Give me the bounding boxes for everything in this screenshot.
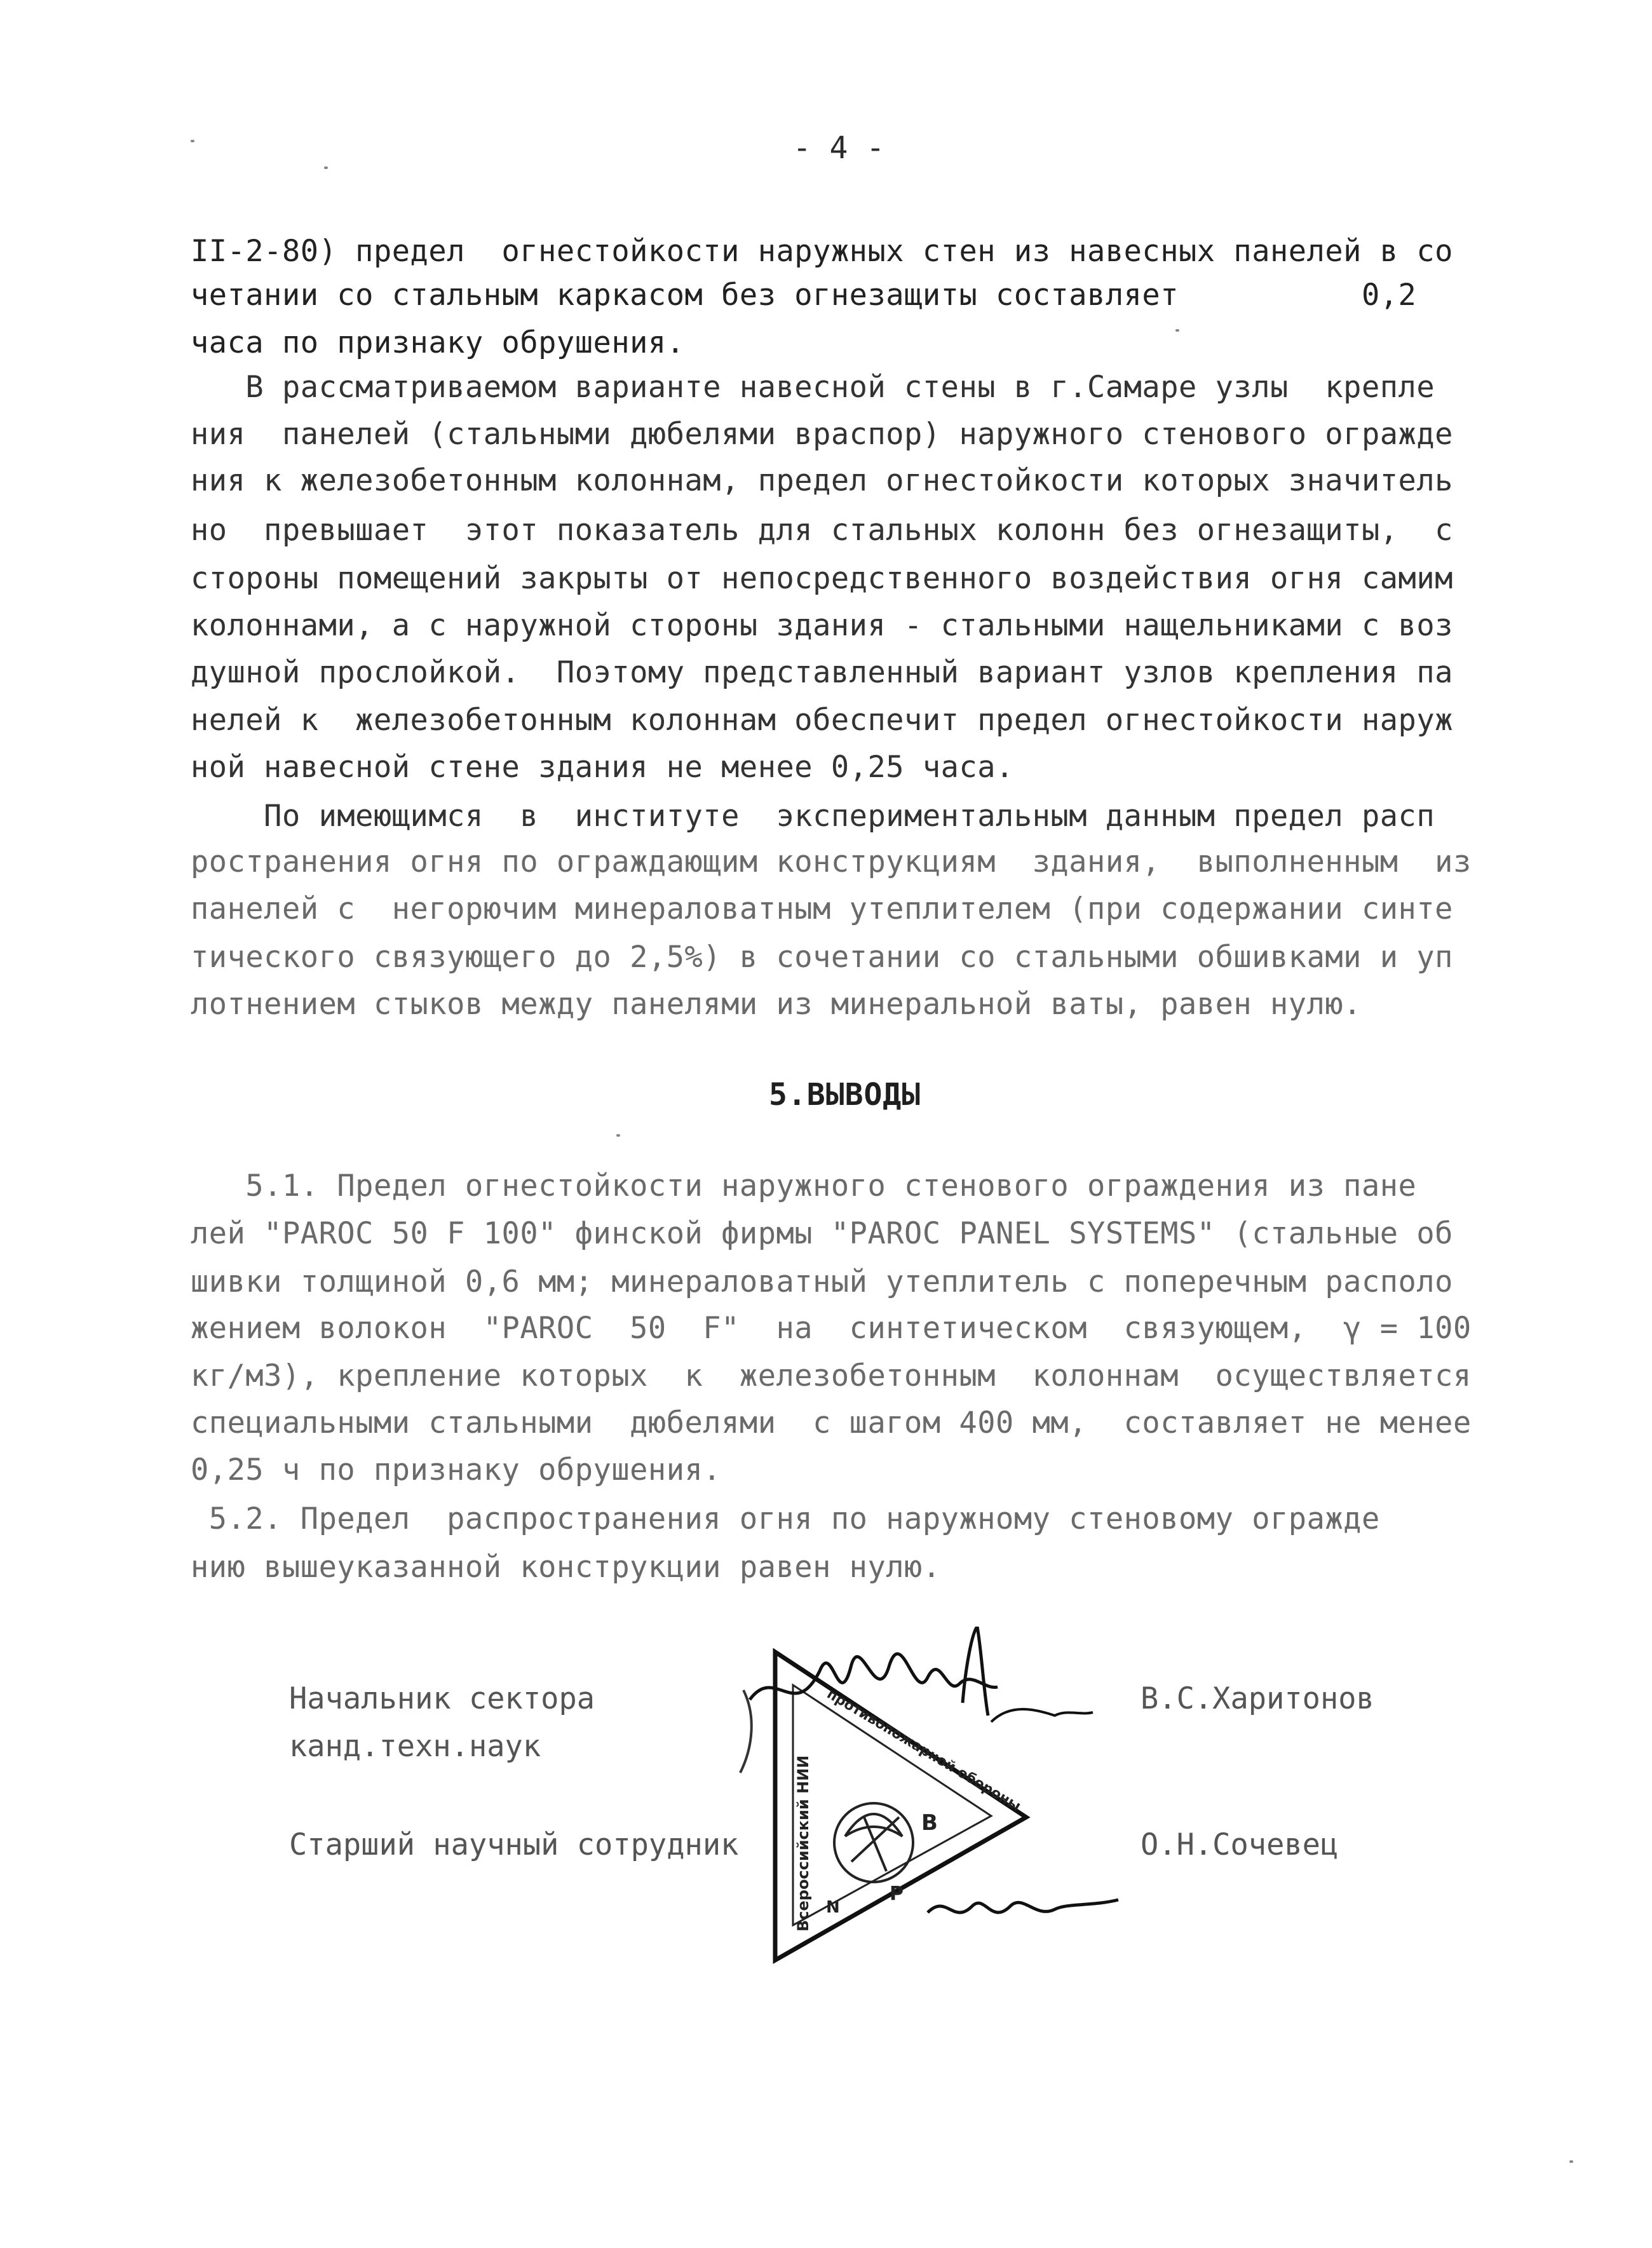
svg-text:Р: Р — [890, 1883, 904, 1905]
signatory-position: Старший научный сотрудник — [289, 1827, 739, 1862]
body-line: стороны помещений закрыты от непосредственного воздействия огня самим — [191, 561, 1453, 596]
scan-speck — [1569, 2160, 1573, 2163]
scan-speck — [1175, 329, 1179, 332]
svg-text:В: В — [921, 1810, 938, 1836]
body-line: душной прослойкой. Поэтому представленный вариант узлов крепления па — [191, 655, 1453, 690]
body-line: колоннами, а с наружной стороны здания - стальными нащельниками с воз — [191, 608, 1453, 643]
body-line: По имеющимся в институте экспериментальным данным предел расп — [191, 799, 1435, 834]
conclusion-line: жением волокон "PAROC 50 F" на синтетическом связующем, γ = 100 — [191, 1311, 1472, 1346]
scan-speck — [191, 140, 194, 142]
conclusion-line: 5.1. Предел огнестойкости наружного стенового ограждения из пане — [191, 1168, 1417, 1203]
body-line: но превышает этот показатель для стальных колонн без огнезащиты, с — [191, 513, 1453, 548]
body-line: лотнением стыков между панелями из минеральной ваты, равен нулю. — [191, 987, 1362, 1022]
body-line: панелей с негорючим минераловатным утеплителем (при содержании синте — [191, 891, 1453, 926]
body-line: ния панелей (стальными дюбелями враспор) наружного стенового огражде — [191, 417, 1453, 452]
signatory-name: О.Н.Сочевец — [1141, 1827, 1339, 1862]
conclusion-line: 0,25 ч по признаку обрушения. — [191, 1452, 722, 1487]
conclusion-line: шивки толщиной 0,6 мм; минераловатный утеплитель с поперечным располо — [191, 1264, 1453, 1299]
body-line: нелей к железобетонным колоннам обеспечит предел огнестойкости наруж — [191, 703, 1453, 738]
body-line: ной навесной стене здания не менее 0,25 часа. — [191, 750, 1014, 785]
scan-speck — [324, 166, 328, 169]
svg-text:Всероссийский НИИ: Всероссийский НИИ — [794, 1755, 812, 1932]
body-line: ния к железобетонным колоннам, предел огнестойкости которых значитель — [191, 463, 1453, 498]
body-line: В рассматриваемом варианте навесной стены в г.Самаре узлы крепле — [191, 370, 1435, 405]
scan-speck — [616, 1134, 620, 1137]
body-line: тического связующего до 2,5%) в сочетании со стальными обшивками и уп — [191, 940, 1453, 975]
conclusion-line: лей "PAROC 50 F 100" финской фирмы "PAROC PANEL SYSTEMS" (стальные об — [191, 1216, 1453, 1251]
institute-stamp — [737, 1627, 1131, 1982]
signatory-position: Начальник сектора — [289, 1681, 595, 1716]
body-line: четании со стальным каркасом без огнезащиты составляет 0,2 — [191, 278, 1417, 313]
svg-text:N: N — [826, 1898, 840, 1917]
body-line: II-2-80) предел огнестойкости наружных стен из навесных панелей в со — [191, 234, 1453, 269]
conclusion-line: специальными стальными дюбелями с шагом 400 мм, составляет не менее — [191, 1405, 1472, 1440]
signatory-degree: канд.техн.наук — [289, 1729, 541, 1764]
page-number: - 4 - — [792, 130, 885, 166]
section-title: 5.ВЫВОДЫ — [769, 1077, 921, 1113]
signatory-name: В.С.Харитонов — [1141, 1681, 1374, 1716]
conclusion-line: кг/м3), крепление которых к железобетонным колоннам осуществляется — [191, 1358, 1472, 1393]
svg-text:противопожарной обороны: противопожарной обороны — [823, 1686, 1024, 1815]
body-line: часа по признаку обрушения. — [191, 325, 685, 360]
conclusion-line: нию вышеуказанной конструкции равен нулю. — [191, 1550, 941, 1585]
conclusion-line: 5.2. Предел распространения огня по наружному стеновому огражде — [191, 1501, 1380, 1536]
body-line: ространения огня по ограждающим конструкциям здания, выполненным из — [191, 844, 1472, 879]
